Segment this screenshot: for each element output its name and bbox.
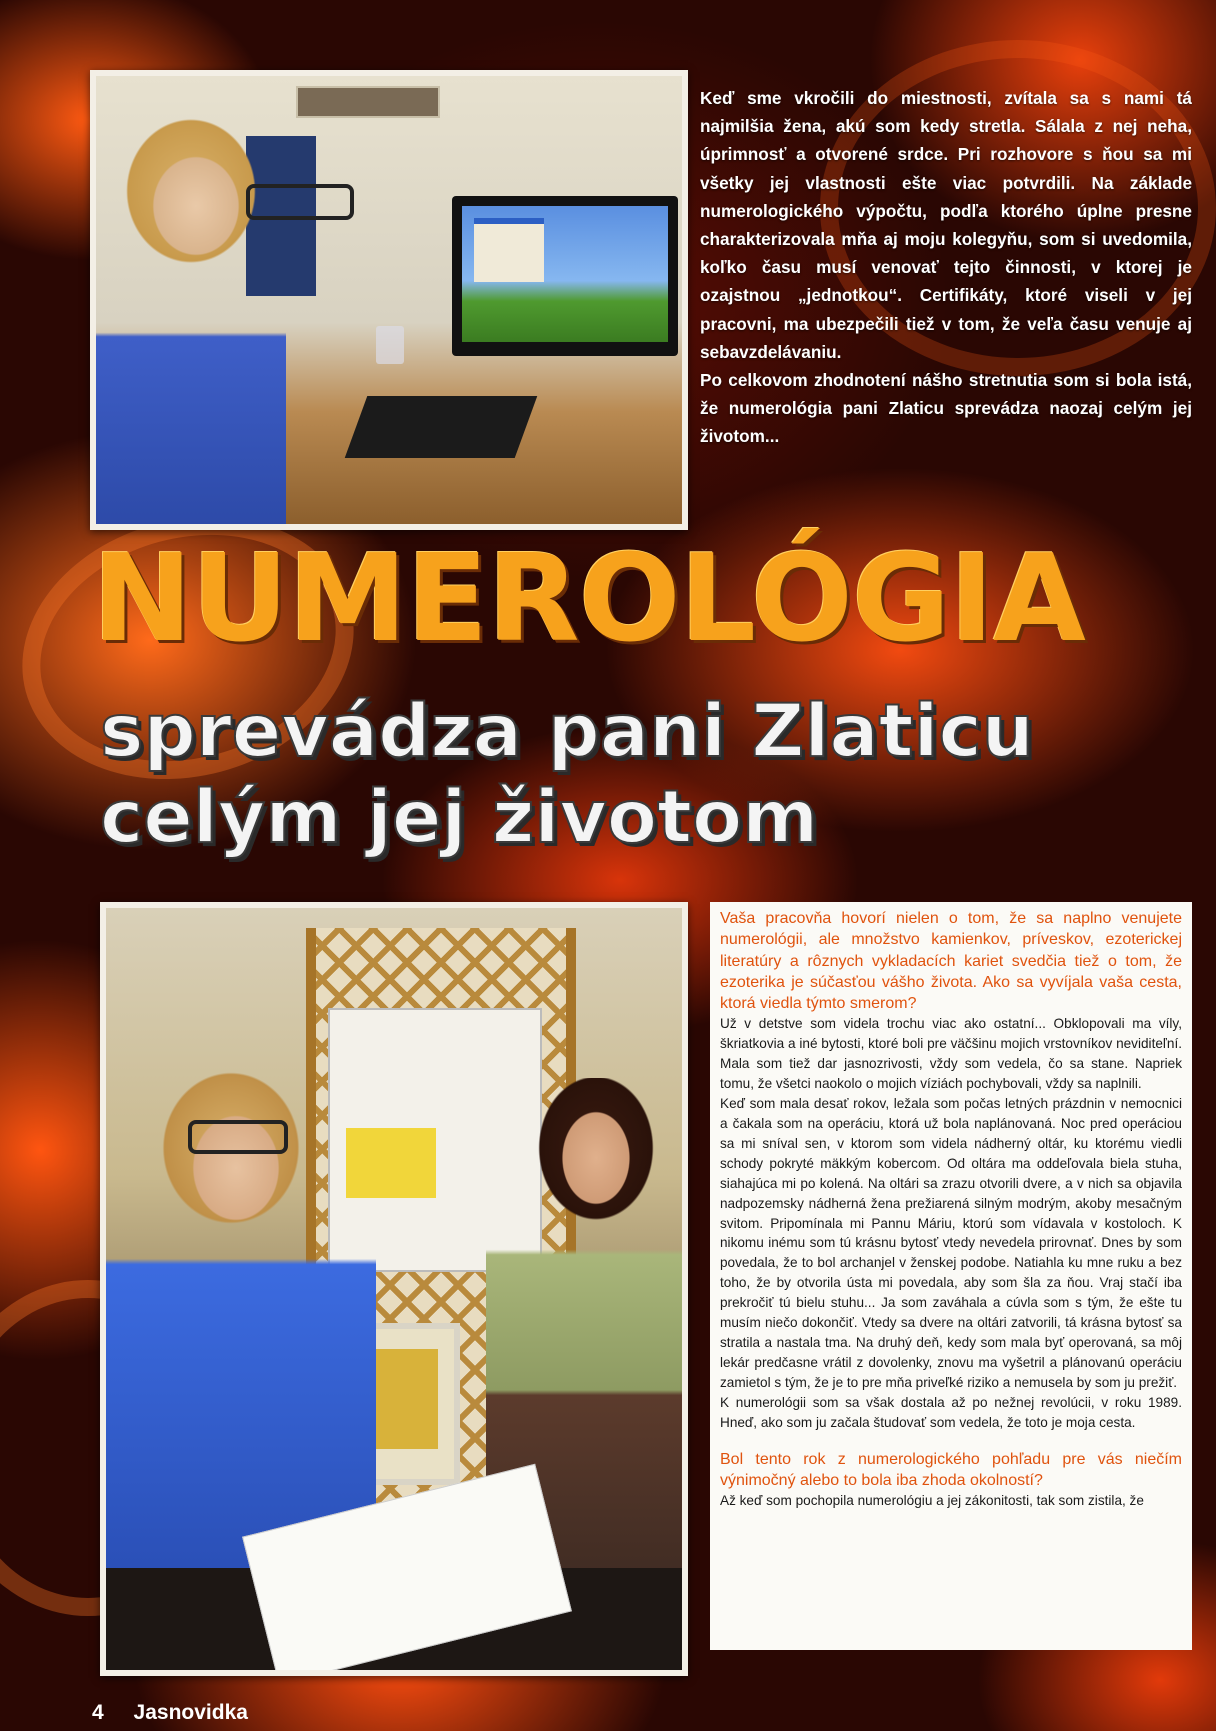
woman-figure [96,96,286,526]
headline-subtitle: sprevádza pani Zlaticu [100,689,1034,774]
photo-two-women [100,902,688,1676]
laptop [345,396,538,458]
headline-title: NUMEROLÓGIA [92,530,1085,669]
headline-subtitle: celým jej životom [100,775,819,860]
glasses [188,1120,288,1154]
interview-answer: Až keď som pochopila numerológiu a jej zákonitosti, tak som zistila, že [720,1493,1144,1509]
intro-paragraph: Po celkovom zhodnotení nášho stretnutia som si bola istá, že numerológia pani Zlaticu sprevádza naozaj celým jej životom... [700,370,1192,447]
monitor-screen [462,206,668,342]
interview-question: Bol tento rok z numerologického pohľadu pre vás niečím výnimočný alebo to bola iba zhoda okolností? [720,1450,1182,1489]
photo-woman-at-computer [90,70,688,530]
magazine-name: Jasnovidka [133,1701,248,1724]
page-footer [92,1701,272,1725]
glasses [246,184,354,220]
intro-text [700,84,1192,451]
interview-question: Vaša pracovňa hovorí nielen o tom, že sa naplno venujete numerológii, ale množstvo kamienkov, príveskov, ezoterickej literatúry a rôznych vykladacích kariet svedčia tiež o tom, že ezoterika je súčasťou vášho života. Ako sa vyvíjala vaša cesta, ktorá viedla týmto smerom? [720,910,1182,1013]
wall-picture [296,86,440,118]
glass-cup [376,326,404,364]
computer-monitor [452,196,678,356]
page-number: 4 [92,1701,104,1724]
woman-figure [106,1018,376,1578]
interview-answer: K numerológii som sa však dostala až po nežnej revolúcii, v roku 1989. Hneď, ako som ju začala študovať som vedela, že toto je moja cesta. [720,1394,1182,1430]
screen-window [474,218,544,282]
intro-paragraph: Keď sme vkročili do miestnosti, zvítala sa s nami tá najmilšia žena, akú som kedy stretla. Sálala z nej neha, úprimnosť a otvorené srdce. Pri rozhovore s ňou sa mi všetky jej vlastnosti ešte viac potvrdili. Na základe numerologického výpočtu, podľa ktorého úplne presne charakterizovala mňa aj moju kolegyňu, som si uvedomila, koľko času musí venovať tejto činnosti, v ktorej je ozajstnou „jednotkou“. Certifikáty, ktoré viseli v jej pracovni, ma ubezpečili tiež v tom, že veľa času venuje aj sebavzdelávaniu. [700,88,1192,362]
interview-answer: Už v detstve som videla trochu viac ako ostatní... Obklopovali ma víly, škriatkovia a iné bytosti, ktoré boli pre väčšinu mojich vrstovníkov neviditeľní. Mala som tiež dar jasnozrivosti, vždy som vedela, čo sa stane. Napriek tomu, že všetci naokolo o mojich víziách pochybovali, vždy sa naplnili. [720,1016,1182,1092]
interview-answer: Keď som mala desať rokov, ležala som počas letných prázdnin v nemocnici a čakala som na operáciu, ktorá už bola naplánovaná. Noc pred operáciou sa mi sníval sen, v ktorom som videla nádherný oltár, ku ktorému viedli schody pokryté mäkkým kobercom. Od oltára ma oddeľovala biela stuha, siahajúca mi po kolená. Na oltári sa zrazu otvorili dvere, a v nich sa objavila nadpozemsky nádherná žena prežiarená silným modrým, akoby mesačným svitom. Pripomínala mi Pannu Máriu, ktorú som vídavala v kostoloch. K nikomu inému som tú krásnu bytosť vtedy nevedela prirovnať. Dnes by som povedala, že to bol archanjel v ženskej podobe. Natiahla ku mne ruku a bez toho, že by otvorila ústa mi povedala, aby som šla za ňou. Vraj stačí iba prekročiť tú bielu stuhu... Ja som zaváhala a cúvla som s tým, že ešte tu musím niečo dokončiť. Vtedy sa dvere na oltári zatvorili, tá krásna bytosť sa stratila a nastala tma. Na druhý deň, kedy som mala byť operovaná, sa môj lekár predčasne vrátil z dovolenky, znovu ma vyšetril a plánovanú operáciu zamietol s tým, že je to pre mňa priveľké riziko a nemusela by som ju prežiť. [720,1096,1182,1390]
article-body [710,902,1192,1650]
